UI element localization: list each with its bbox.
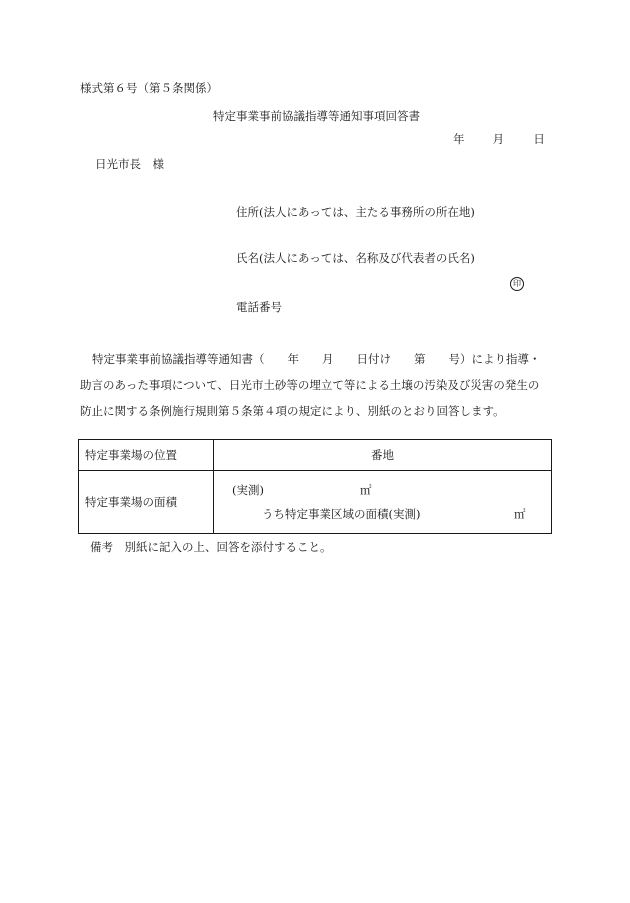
site-area-cell xyxy=(214,471,552,534)
form-number: 様式第６号（第５条関係） xyxy=(80,81,218,95)
measured-label: (実測) xyxy=(232,483,264,497)
site-area-label: 特定事業場の面積 xyxy=(79,471,214,534)
measured-unit: ㎡ xyxy=(360,483,372,497)
site-location-label: 特定事業場の位置 xyxy=(79,440,214,471)
date-day: 日 xyxy=(533,132,545,146)
body-line-1: 特定事業事前協議指導等通知書（ 年 月 日付け 第 号）により指導・ xyxy=(92,352,541,366)
zone-area-label: うち特定事業区域の面積(実測) xyxy=(262,507,421,521)
table-row xyxy=(79,471,552,534)
name-label: 氏名(法人にあっては、名称及び代表者の氏名) xyxy=(236,251,475,265)
body-line-2: 助言のあった事項について、日光市土砂等の埋立て等による土壌の汚染及び災害の発生の xyxy=(80,378,540,392)
site-location-value: 番地 xyxy=(214,440,552,471)
phone-label: 電話番号 xyxy=(236,300,282,314)
addressee: 日光市長 様 xyxy=(95,157,164,171)
table-row xyxy=(79,440,552,471)
measured-area-line xyxy=(220,478,545,502)
date-line xyxy=(453,133,545,147)
zone-area-line xyxy=(220,502,545,526)
seal-mark: 印 xyxy=(510,277,524,291)
site-info-table xyxy=(78,439,552,534)
date-year: 年 xyxy=(453,132,465,146)
remarks-note: 備考 別紙に記入の上、回答を添付すること。 xyxy=(90,540,332,554)
date-month: 月 xyxy=(492,132,505,146)
address-label: 住所(法人にあっては、主たる事務所の所在地) xyxy=(236,205,475,219)
body-paragraph xyxy=(80,346,552,424)
document-title: 特定事業事前協議指導等通知事項回答書 xyxy=(213,109,420,123)
body-line-3: 防止に関する条例施行規則第５条第４項の規定により、別紙のとおり回答します。 xyxy=(80,404,505,418)
zone-area-unit: ㎡ xyxy=(514,507,526,521)
